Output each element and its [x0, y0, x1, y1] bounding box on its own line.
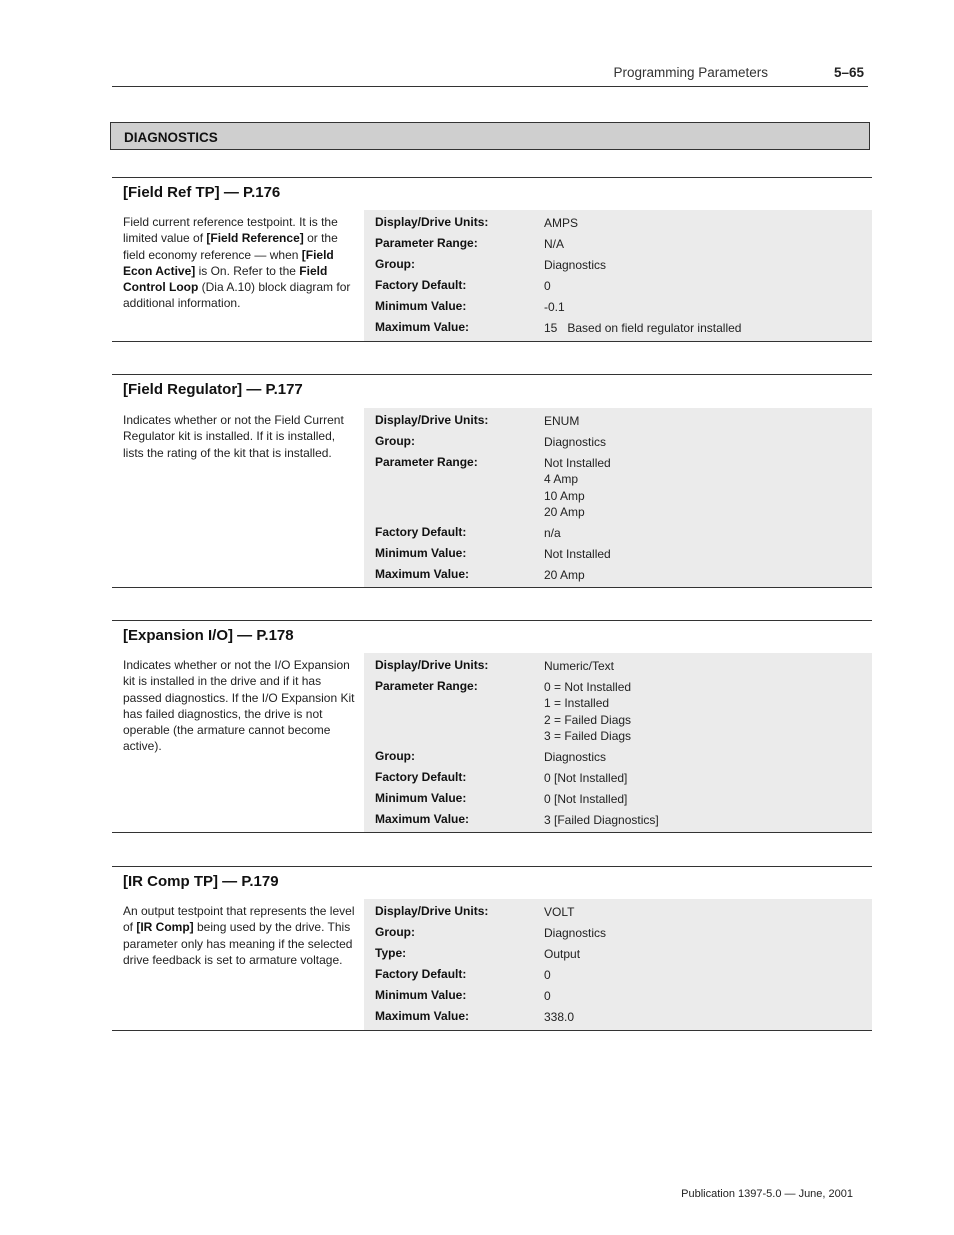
row-value	[544, 658, 614, 674]
row-label: Display/Drive Units:	[375, 413, 489, 427]
row-label: Maximum Value:	[375, 1009, 470, 1023]
value-line: 0	[544, 279, 551, 293]
row-label: Display/Drive Units:	[375, 215, 489, 229]
value-line: Diagnostics	[544, 258, 607, 272]
description-text: or the field economy reference — when	[123, 231, 338, 262]
row-label: Group:	[375, 749, 415, 763]
param-description	[123, 657, 359, 755]
description-text: is On. Refer to the	[195, 263, 300, 278]
value-line: 15 Based on field regulator installed	[544, 321, 742, 335]
description-text: being used by the drive. This parameter only has meaning if the selected drive feedback is set to armature voltage.	[123, 920, 353, 967]
row-label: Factory Default:	[375, 525, 467, 539]
row-label: Maximum Value:	[375, 320, 470, 334]
row-value	[544, 215, 578, 231]
row-label: Minimum Value:	[375, 299, 467, 313]
row-value	[544, 434, 606, 450]
row-label: Minimum Value:	[375, 546, 467, 560]
value-line: Diagnostics	[544, 435, 607, 449]
row-value	[544, 925, 606, 941]
row-value	[544, 967, 551, 983]
value-line: VOLT	[544, 905, 575, 919]
row-value	[544, 455, 611, 520]
value-line: 20 Amp	[544, 568, 585, 582]
description-text: Indicates whether or not the I/O Expansion kit is installed in the drive and if it has passed diagnostics. If the I/O Expansion Kit has failed diagnostics, the drive is not operable (the armature cannot become active).	[123, 658, 355, 754]
row-label: Factory Default:	[375, 278, 467, 292]
row-label: Display/Drive Units:	[375, 658, 489, 672]
param-table	[364, 899, 872, 1030]
row-label: Maximum Value:	[375, 567, 470, 581]
value-line: AMPS	[544, 216, 579, 230]
param-reference: [Field Econ Active]	[123, 247, 334, 278]
row-label: Minimum Value:	[375, 791, 467, 805]
row-value	[544, 679, 631, 744]
row-value	[544, 413, 579, 429]
row-value	[544, 257, 606, 273]
publication-footer: Publication 1397-5.0 — June, 2001	[681, 1188, 853, 1200]
value-line: 4 Amp	[544, 472, 579, 487]
description-text: An output testpoint that represents the level of	[123, 904, 355, 935]
value-line: 3 [Failed Diagnostics]	[544, 813, 659, 827]
param-title: [Expansion I/O] — P.178	[123, 627, 294, 644]
value-line: 1 = Installed	[544, 696, 610, 711]
row-label: Parameter Range:	[375, 236, 478, 250]
value-line: 20 Amp	[544, 504, 585, 519]
row-value	[544, 525, 561, 541]
value-line: 0 [Not Installed]	[544, 792, 628, 806]
value-line: Output	[544, 947, 581, 961]
value-line: 0 = Not Installed	[544, 680, 632, 694]
row-label: Display/Drive Units:	[375, 904, 489, 918]
value-line: Not Installed	[544, 547, 611, 561]
row-value	[544, 749, 606, 765]
param-block-p176	[112, 177, 872, 342]
description-text: Field current reference testpoint. It is the limited value of	[123, 215, 338, 246]
row-value	[544, 299, 565, 315]
row-label: Factory Default:	[375, 770, 467, 784]
row-value	[544, 770, 627, 786]
param-title: [Field Ref TP] — P.176	[123, 184, 281, 201]
param-block-p177	[112, 374, 872, 588]
value-line: ENUM	[544, 414, 580, 428]
value-line: Not Installed	[544, 456, 611, 470]
row-label: Parameter Range:	[375, 679, 478, 693]
page-number: 5–65	[833, 65, 864, 80]
row-value	[544, 904, 574, 920]
row-label: Factory Default:	[375, 967, 467, 981]
param-description	[123, 412, 359, 461]
param-reference: [Field Reference]	[206, 231, 304, 246]
param-table	[364, 653, 872, 832]
value-line: 3 = Failed Diags	[544, 728, 632, 743]
description-text: (Dia A.10) block diagram for additional information.	[123, 280, 351, 311]
category-label: DIAGNOSTICS	[124, 130, 218, 145]
row-value	[544, 278, 551, 294]
page-header	[112, 60, 868, 87]
param-table	[364, 408, 872, 587]
row-value	[544, 320, 741, 336]
value-line: Diagnostics	[544, 926, 607, 940]
row-value	[544, 988, 551, 1004]
row-label: Minimum Value:	[375, 988, 467, 1002]
value-line: -0.1	[544, 300, 565, 314]
section-title: Programming Parameters	[613, 65, 768, 80]
param-title: [IR Comp TP] — P.179	[123, 873, 279, 890]
row-label: Group:	[375, 925, 415, 939]
description-text: Indicates whether or not the Field Current Regulator kit is installed. If it is installed, lists the rating of the kit that is installed.	[123, 413, 344, 460]
row-value	[544, 567, 585, 583]
row-label: Group:	[375, 434, 415, 448]
value-line: 338.0	[544, 1010, 575, 1024]
row-label: Maximum Value:	[375, 812, 470, 826]
param-block-p178	[112, 620, 872, 833]
param-reference: [IR Comp]	[136, 920, 194, 935]
category-bar	[110, 122, 870, 150]
row-label: Group:	[375, 257, 415, 271]
value-line: 0	[544, 968, 551, 982]
value-line: Diagnostics	[544, 750, 607, 764]
row-label: Type:	[375, 946, 407, 960]
row-value	[544, 946, 580, 962]
row-label: Parameter Range:	[375, 455, 478, 469]
value-line: 0 [Not Installed]	[544, 771, 628, 785]
param-table	[364, 210, 872, 341]
param-description	[123, 214, 359, 312]
value-line: 0	[544, 989, 551, 1003]
value-line: 2 = Failed Diags	[544, 712, 632, 727]
row-value	[544, 791, 627, 807]
row-value	[544, 1009, 574, 1025]
param-block-p179	[112, 866, 872, 1031]
row-value	[544, 546, 611, 562]
param-title: [Field Regulator] — P.177	[123, 381, 303, 398]
value-line: Numeric/Text	[544, 659, 615, 673]
param-description	[123, 903, 359, 968]
row-value	[544, 236, 564, 252]
value-line: 10 Amp	[544, 488, 585, 503]
value-line: N/A	[544, 237, 565, 251]
value-line: n/a	[544, 526, 561, 540]
param-reference: Field Control Loop	[123, 263, 328, 295]
row-value	[544, 812, 659, 828]
